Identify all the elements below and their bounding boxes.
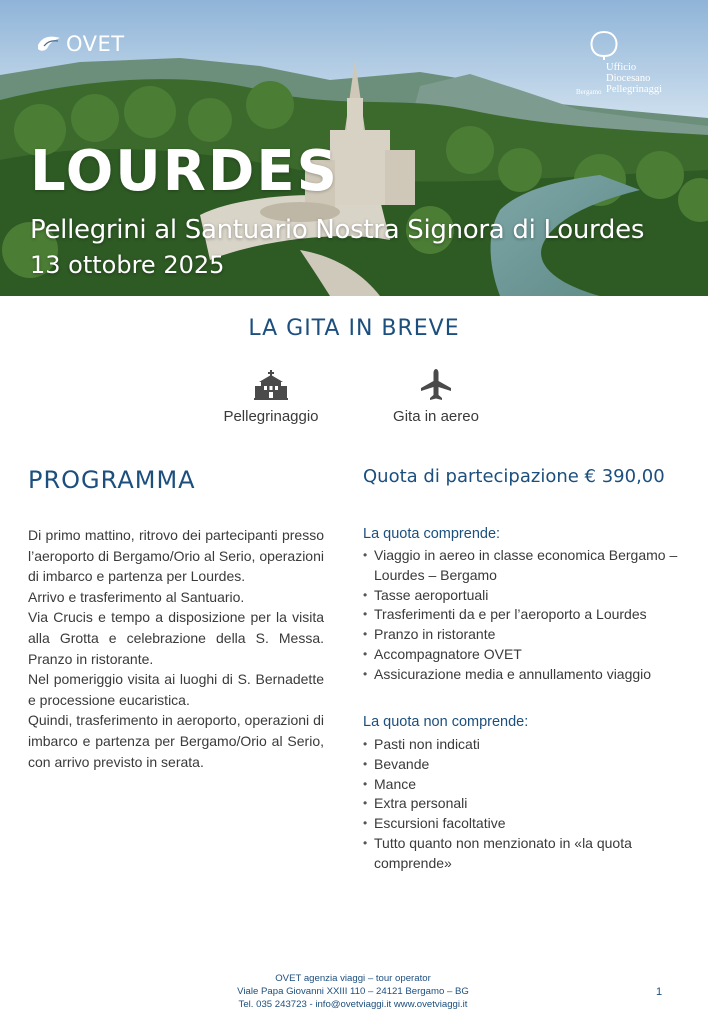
list-item: • Tutto quanto non menzionato in «la quota comprende» [363, 834, 683, 874]
church-icon [253, 368, 289, 402]
list-item: • Viaggio in aereo in classe economica Bergamo – Lourdes – Bergamo [363, 546, 683, 586]
page-subtitle: Pellegrini al Santuario Nostra Signora di Lourdes [30, 215, 645, 245]
ovet-logo-mark-icon [36, 35, 62, 53]
programma-text [28, 525, 324, 772]
list-item: • Mance [363, 775, 683, 795]
programma-paragraph: Via Crucis e tempo a disposizione per la visita alla Grotta e celebrazione della S. Messa. Pranzo in ristorante. [28, 609, 324, 667]
ovet-logo-text: OVET [66, 32, 125, 56]
hero-banner [0, 0, 708, 296]
footer-contacts: Tel. 035 243723 - info@ovetviaggi.it www.ovetviaggi.it [238, 999, 468, 1010]
programma-paragraph: Arrivo e trasferimento al Santuario. [28, 588, 245, 605]
programma-paragraph: Nel pomeriggio visita ai luoghi di S. Bernadette e processione eucaristica. [28, 671, 324, 708]
feature-label: Gita in aereo [393, 408, 479, 425]
shell-icon [586, 30, 622, 60]
list-item: • Assicurazione media e annullamento viaggio [363, 665, 683, 685]
section-title-breve: LA GITA IN BREVE [248, 316, 460, 341]
list-item: • Extra personali [363, 794, 683, 814]
list-item: • Accompagnatore OVET [363, 645, 683, 665]
list-item: • Escursioni facoltative [363, 814, 683, 834]
footer-address: Viale Papa Giovanni XXIII 110 – 24121 Bergamo – BG [237, 986, 469, 997]
excludes-title: La quota non comprende: [363, 714, 529, 730]
trip-date: 13 ottobre 2025 [30, 251, 225, 279]
footer-agency: OVET agenzia viaggi – tour operator [275, 973, 431, 984]
office-line-1: Ufficio [606, 62, 637, 73]
office-line-3: Pellegrinaggi [606, 84, 662, 95]
programma-paragraph: Di primo mattino, ritrovo dei partecipanti presso l’aeroporto di Bergamo/Orio al Serio, operazioni di imbarco e partenza per Lourdes. [28, 527, 324, 585]
programma-paragraph: Quindi, trasferimento in aeroporto, operazioni di imbarco e partenza per Bergamo/Orio al Serio, con arrivo previsto in serata. [28, 712, 324, 770]
includes-list [363, 546, 683, 685]
office-city: Bergamo [576, 88, 602, 96]
includes-title: La quota comprende: [363, 526, 501, 542]
feature-pellegrinaggio [196, 368, 346, 425]
price-heading: Quota di partecipazione € 390,00 [363, 466, 665, 487]
ovet-logo [36, 32, 125, 56]
list-item: • Bevande [363, 755, 683, 775]
airplane-icon [419, 368, 453, 402]
list-item: • Pranzo in ristorante [363, 625, 683, 645]
section-title-programma: PROGRAMMA [28, 466, 196, 494]
feature-gita-in-aereo [361, 368, 511, 425]
list-item: • Tasse aeroportuali [363, 586, 683, 606]
page-title: LOURDES [30, 139, 339, 204]
list-item: • Pasti non indicati [363, 735, 683, 755]
page-number: 1 [656, 986, 663, 998]
footer [200, 972, 506, 1011]
excludes-list [363, 735, 683, 874]
office-line-2: Diocesano [606, 73, 651, 84]
list-item: • Trasferimenti da e per l’aeroporto a Lourdes [363, 605, 683, 625]
feature-label: Pellegrinaggio [223, 408, 319, 425]
